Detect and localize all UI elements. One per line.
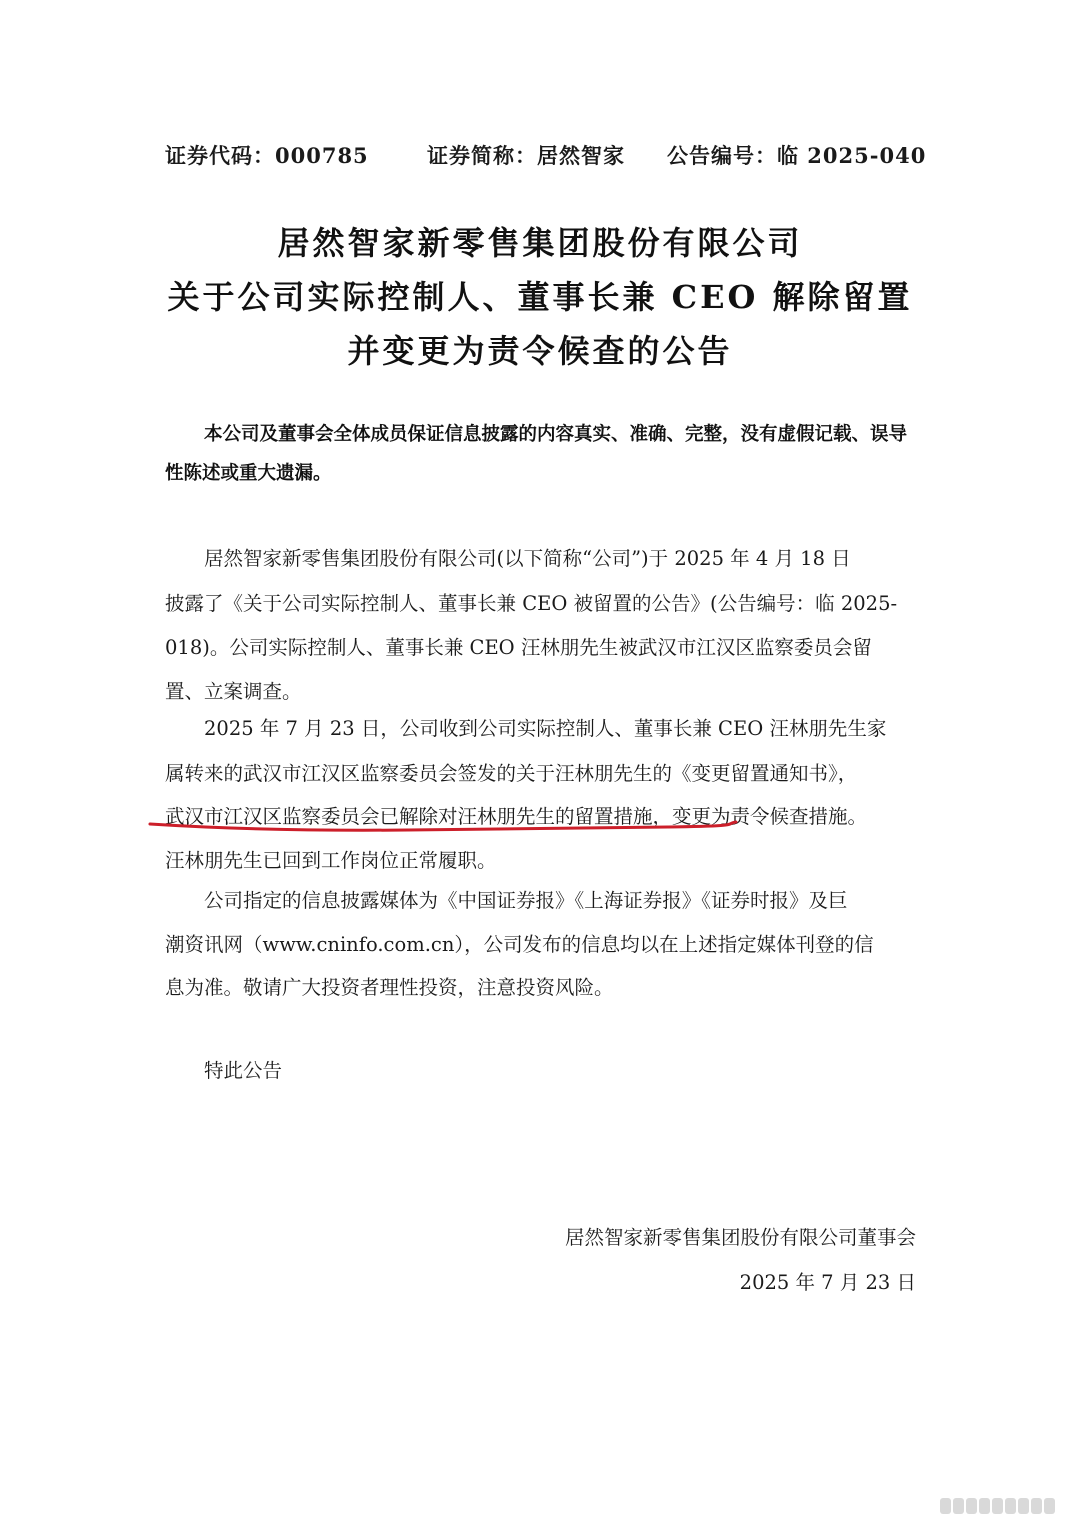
paragraph-line: 公司指定的信息披露媒体为《中国证券报》《上海证券报》《证券时报》及巨 [165, 889, 848, 912]
paragraph-line: 汪林朋先生已回到工作岗位正常履职。 [165, 849, 497, 872]
paragraph-line: 披露了《关于公司实际控制人、董事长兼 CEO 被留置的公告》(公告编号：临 2025- [165, 592, 898, 615]
signature-date: 2025 年 7 月 23 日 [739, 1271, 916, 1294]
paragraph-line-highlighted: 武汉市江汉区监察委员会已解除对汪林朋先生的留置措施，变更为责令候查措施。 [165, 805, 868, 828]
paragraph-line: 属转来的武汉市江汉区监察委员会签发的关于汪林朋先生的《变更留置通知书》， [165, 762, 858, 785]
paragraph-line: 018)。公司实际控制人、董事长兼 CEO 汪林朋先生被武汉市江汉区监察委员会留 [165, 636, 872, 659]
title-line-3: 并变更为责令候查的公告 [347, 332, 733, 370]
paragraph-line: 息为准。敬请广大投资者理性投资，注意投资风险。 [165, 976, 614, 999]
announcement-number: 公告编号：临 2025-040 [667, 143, 927, 168]
paragraph-line: 2025 年 7 月 23 日，公司收到公司实际控制人、董事长兼 CEO 汪林朋先生家 [165, 717, 887, 740]
statement-line-1: 本公司及董事会全体成员保证信息披露的内容真实、准确、完整，没有虚假记载、误导 [204, 424, 908, 445]
paragraph-line: 置、立案调查。 [165, 680, 302, 703]
paragraph-line: 潮资讯网（www.cninfo.com.cn），公司发布的信息均以在上述指定媒体刊登的信 [165, 933, 874, 956]
statement-line-2: 性陈述或重大遗漏。 [165, 463, 332, 484]
signature-company: 居然智家新零售集团股份有限公司董事会 [564, 1226, 916, 1249]
title-line-1: 居然智家新零售集团股份有限公司 [277, 224, 803, 262]
watermark-logo [940, 1498, 1070, 1520]
paragraph-line: 居然智家新零售集团股份有限公司(以下简称“公司”)于 2025 年 4 月 18 日 [165, 547, 851, 570]
title-line-2: 关于公司实际控制人、董事长兼 CEO 解除留置 [167, 278, 913, 316]
securities-code: 证券代码：000785 [165, 143, 369, 168]
securities-short-name: 证券简称：居然智家 [427, 143, 625, 168]
closing-remark: 特此公告 [165, 1059, 283, 1082]
